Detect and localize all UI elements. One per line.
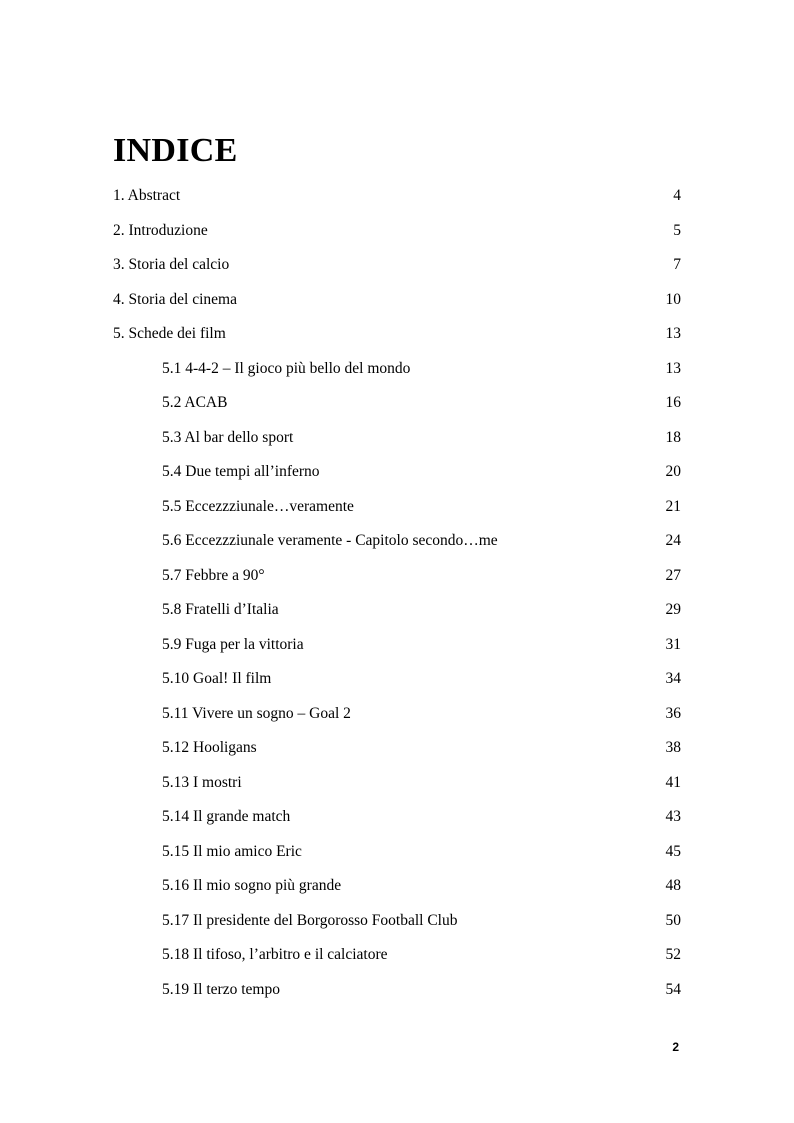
toc-entry-page: 7 [673,256,681,273]
toc-entry-label: 4. Storia del cinema [113,290,237,308]
toc-subentry[interactable] [0,461,794,496]
toc-entry-label: 5.14 Il grande match [162,808,291,825]
toc-entry-label: 1. Abstract [113,187,181,204]
toc-entry-label: 5.10 Goal! Il film [162,670,272,687]
toc-subentry[interactable] [0,358,794,393]
toc-entry-label: 5.5 Eccezzziunale…veramente [162,497,354,515]
toc-entry-page: 13 [665,325,681,342]
toc-entry-label: 5.1 4-4-2 – Il gioco più bello del mondo [162,359,411,377]
toc-entry-page: 50 [665,911,681,929]
toc-entry-label: 5.15 Il mio amico Eric [162,842,302,860]
page-number: 2 [672,1040,679,1054]
toc-entry-page: 4 [673,187,681,204]
toc-entry[interactable] [0,289,794,324]
toc-entry-page: 48 [665,877,681,894]
toc-subentry[interactable] [0,392,794,427]
toc-subentry[interactable] [0,875,794,910]
toc-entry-label: 5.17 Il presidente del Borgorosso Football Club [162,911,458,929]
toc-entry-label: 3. Storia del calcio [113,256,230,273]
toc-entry-label: 5.8 Fratelli d’Italia [162,601,279,618]
toc-subentry[interactable] [0,806,794,841]
toc-entry-page: 16 [665,394,681,411]
toc-subentry[interactable] [0,979,794,1014]
toc-entry-page: 45 [665,842,681,860]
toc-subentry[interactable] [0,427,794,462]
toc-entry[interactable] [0,323,794,358]
toc-entry[interactable] [0,220,794,255]
toc-entry-label: 5.11 Vivere un sogno – Goal 2 [162,704,351,722]
toc-subentry[interactable] [0,565,794,600]
toc-subentry[interactable] [0,737,794,772]
toc-entry-page: 21 [665,497,681,515]
toc-entry-label: 5.3 Al bar dello sport [162,428,294,446]
toc-entry-page: 43 [665,808,681,825]
toc-entry-label: 5.16 Il mio sogno più grande [162,877,342,894]
toc-subentry[interactable] [0,634,794,669]
toc-entry-label: 5. Schede dei film [113,325,226,342]
toc-entry-label: 5.2 ACAB [162,394,228,411]
toc-entry-page: 10 [665,290,681,308]
toc-subentry[interactable] [0,944,794,979]
toc-entry-page: 36 [665,704,681,722]
toc-subentry[interactable] [0,599,794,634]
toc-entry-label: 5.9 Fuga per la vittoria [162,635,304,653]
toc-entry-page: 20 [665,463,681,480]
toc-entry-page: 41 [665,773,681,791]
toc-entry[interactable] [0,185,794,220]
toc-entry-label: 2. Introduzione [113,221,208,239]
toc-subentry[interactable] [0,772,794,807]
toc-entry-page: 24 [665,532,681,549]
toc-entry-label: 5.12 Hooligans [162,739,257,756]
page-title: INDICE [113,132,238,169]
toc-entry-page: 5 [673,221,681,239]
toc-subentry[interactable] [0,530,794,565]
toc-entry-page: 29 [665,601,681,618]
toc-entry-page: 52 [665,946,681,963]
toc-subentry[interactable] [0,496,794,531]
table-of-contents [0,185,794,1013]
toc-entry-page: 34 [665,670,681,687]
toc-entry-label: 5.4 Due tempi all’inferno [162,463,320,480]
toc-entry[interactable] [0,254,794,289]
toc-subentry[interactable] [0,668,794,703]
toc-subentry[interactable] [0,841,794,876]
toc-entry-label: 5.6 Eccezzziunale veramente - Capitolo secondo…me [162,532,498,549]
toc-entry-label: 5.13 I mostri [162,773,242,791]
toc-entry-page: 27 [665,566,681,584]
toc-entry-label: 5.7 Febbre a 90° [162,566,265,584]
toc-entry-page: 54 [665,980,681,998]
toc-entry-page: 13 [665,359,681,377]
toc-entry-page: 18 [665,428,681,446]
toc-entry-page: 38 [665,739,681,756]
toc-subentry[interactable] [0,703,794,738]
toc-entry-label: 5.18 Il tifoso, l’arbitro e il calciatore [162,946,388,963]
toc-entry-label: 5.19 Il terzo tempo [162,980,280,998]
toc-subentry[interactable] [0,910,794,945]
toc-entry-page: 31 [665,635,681,653]
